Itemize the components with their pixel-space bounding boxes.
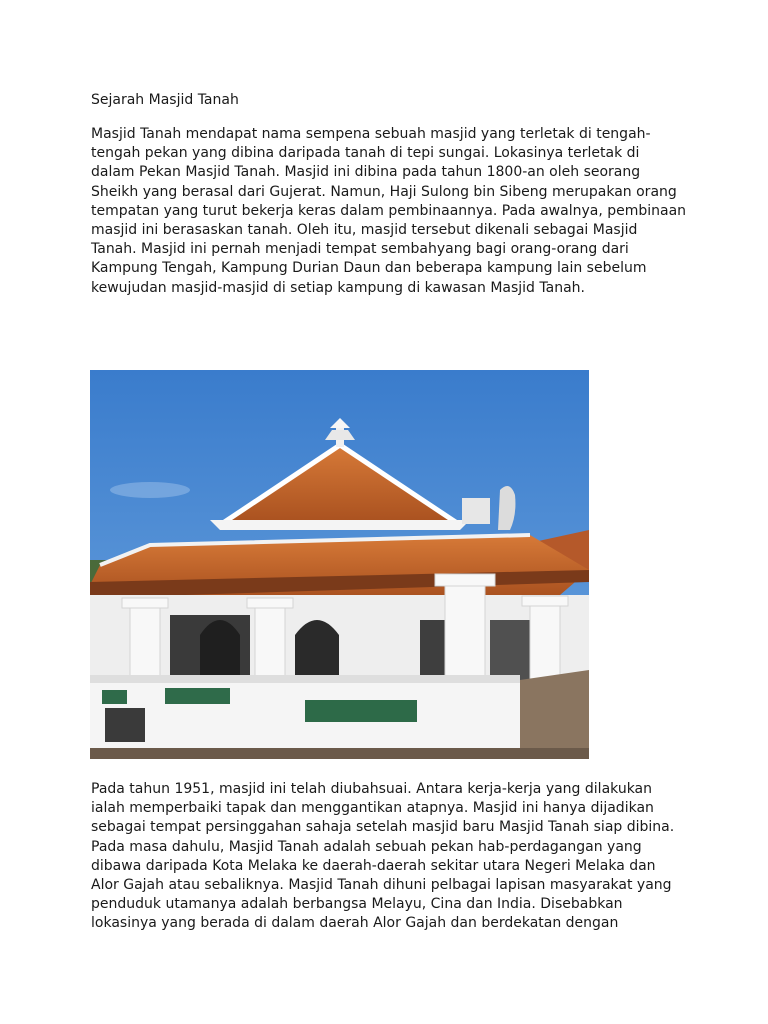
paragraph-line: sebagai tempat persinggahan sahaja setelah masjid baru Masjid Tanah siap dibina. [91,819,675,836]
paragraph-line: Tanah. Masjid ini pernah menjadi tempat sembahyang bagi orang-orang dari [91,241,629,258]
cloud [110,482,190,498]
paragraph-line: Sheikh yang berasal dari Gujerat. Namun, Haji Sulong bin Sibeng merupakan orang [91,183,677,200]
paragraph-line: Pada tahun 1951, masjid ini telah diubahsuai. Antara kerja-kerja yang dilakukan [91,781,653,797]
paragraph-line: tengah pekan yang dibina daripada tanah di tepi sungai. Lokasinya terletak di [91,145,640,162]
paragraph-line: kewujudan masjid-masjid di setiap kampung di kawasan Masjid Tanah. [91,279,585,296]
paragraph-line: lokasinya yang berada di dalam daerah Alor Gajah dan berdekatan dengan [91,915,619,932]
paragraph-line: penduduk utamanya adalah berbangsa Melayu, Cina dan India. Disebabkan [91,896,623,913]
paragraph-line: dalam Pekan Masjid Tanah. Masjid ini dibina pada tahun 1800-an oleh seorang [91,164,641,181]
paragraph-history-renovation [91,780,691,934]
vent-panel [102,690,127,704]
paragraph-line: tempatan yang turut bekerja keras dalam pembinaannya. Pada awalnya, pembinaan [91,202,687,219]
paragraph-line: masjid ini berasaskan tanah. Oleh itu, masjid tersebut dikenali sebagai Masjid [91,222,638,239]
paragraph-line: Pada masa dahulu, Masjid Tanah adalah sebuah pekan hab-perdagangan yang [91,838,642,855]
mosque-photo [90,370,589,759]
paragraph-line: Alor Gajah atau sebaliknya. Masjid Tanah dihuni pelbagai lapisan masyarakat yang [91,877,672,894]
vent-panel [305,700,417,722]
paragraph-history-origin [91,125,691,298]
document-title: Sejarah Masjid Tanah [91,92,239,108]
trash-bin [105,708,145,742]
paragraph-line: Masjid Tanah mendapat nama sempena sebuah masjid yang terletak di tengah- [91,126,651,142]
paragraph-line: dibawa daripada Kota Melaka ke daerah-daerah sekitar utara Negeri Melaka dan [91,857,656,874]
paragraph-line: ialah memperbaiki tapak dan menggantikan atapnya. Masjid ini hanya dijadikan [91,800,654,817]
paragraph-line: Kampung Tengah, Kampung Durian Daun dan beberapa kampung lain sebelum [91,260,647,277]
vent-panel [165,688,230,704]
